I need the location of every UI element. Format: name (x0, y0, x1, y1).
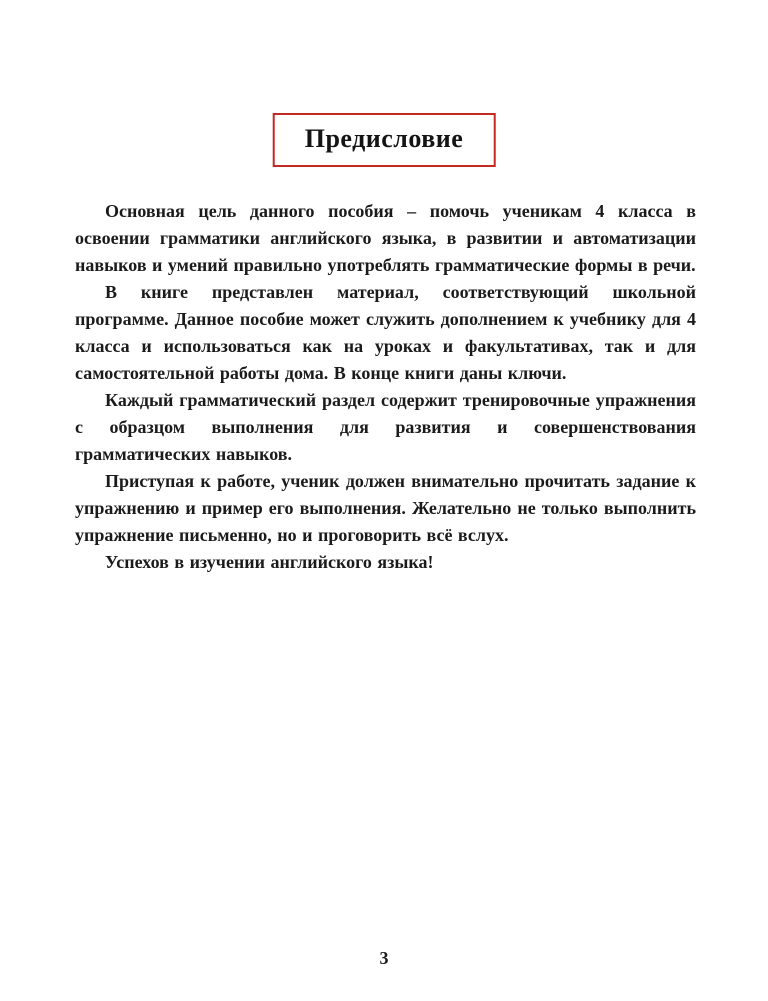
preface-text-block (75, 198, 696, 576)
paragraph: Успехов в изучении английского языка! (105, 552, 434, 572)
paragraph: Приступая к работе, ученик должен внимательно прочитать задание к упражнению и пример его выполнения. Желательно не только выполнить упражнение письменно, но и проговорить всё вслух. (75, 471, 696, 545)
paragraph: Основная цель данного пособия – помочь ученикам 4 класса в освоении грамматики английского языка, в развитии и автоматизации навыков и умений правильно употреблять грамматические формы в речи. (75, 201, 696, 275)
paragraph: В книге представлен материал, соответствующий школьной программе. Данное пособие может служить дополнением к учебнику для 4 класса и использоваться как на уроках и факультативах, так и для самостоятельной работы дома. В конце книги даны ключи. (75, 282, 696, 383)
paragraph: Каждый грамматический раздел содержит тренировочные упражнения с образцом выполнения для развития и совершенствования грамматических навыков. (75, 390, 696, 464)
page-number: 3 (379, 948, 389, 968)
chapter-title-box (273, 113, 496, 167)
page-title: Предисловие (304, 124, 464, 153)
